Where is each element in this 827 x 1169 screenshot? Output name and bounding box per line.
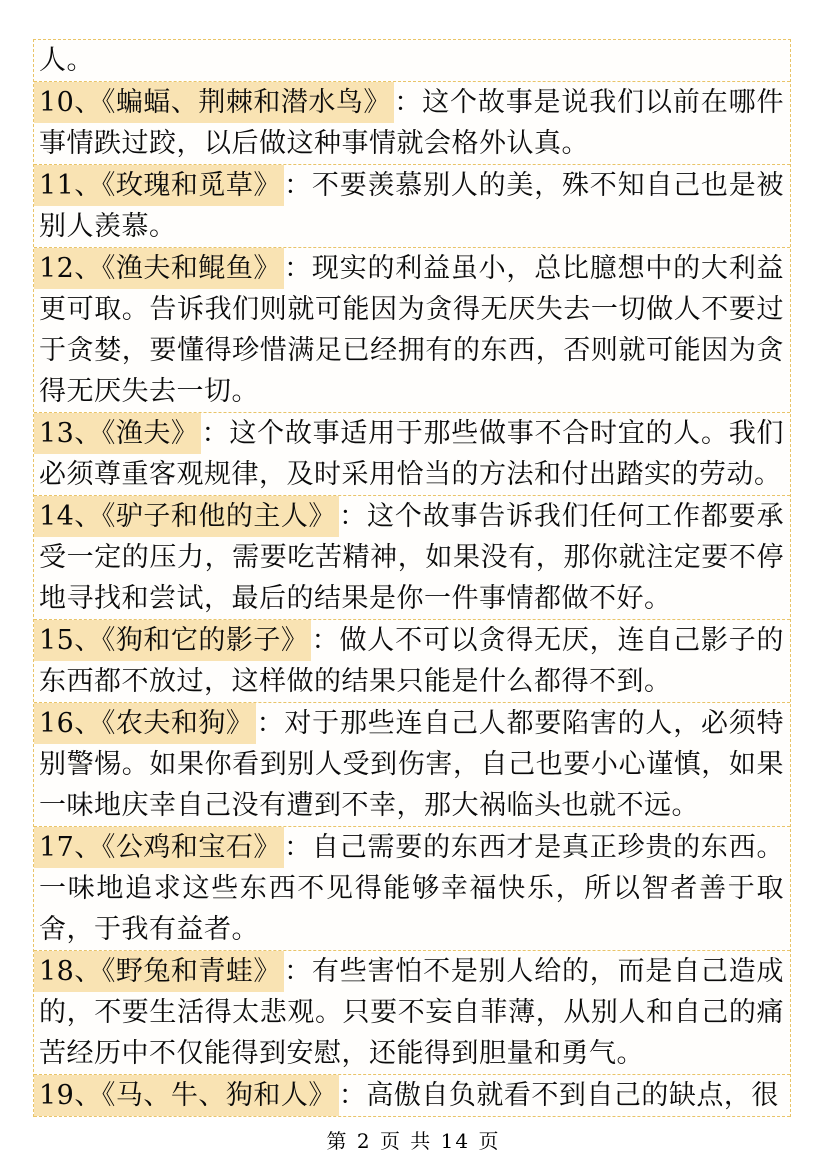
- fable-moral-text: ：对于那些连自己人都要陷害的人，必须特别警惕。如果你看到别人受到伤害，自己也要小心谨慎，如果一味地庆幸自己没有遭到不幸，那大祸临头也就不远。: [39, 708, 784, 821]
- fable-title-highlight: 10、《蝙蝠、荆棘和潜水鸟》: [34, 82, 394, 123]
- fable-item-row: [34, 1075, 790, 1117]
- fable-title-highlight: 14、《驴子和他的主人》: [34, 496, 339, 537]
- fable-table: [33, 39, 791, 1117]
- page-footer: [0, 1125, 827, 1154]
- fable-item-row: [34, 165, 790, 248]
- fable-title-highlight: 11、《玫瑰和觅草》: [34, 165, 284, 206]
- fable-moral-text: ：这个故事是说我们以前在哪件事情跌过跤，以后做这种事情就会格外认真。: [39, 87, 784, 159]
- continuation-text: 人。: [39, 45, 94, 76]
- fable-item-row: [34, 827, 790, 951]
- continuation-row: [34, 40, 790, 82]
- fable-item-row: [34, 413, 790, 496]
- fable-title-highlight: 18、《野兔和青蛙》: [34, 951, 284, 992]
- fable-item-row: [34, 248, 790, 413]
- fable-moral-text: ：这个故事告诉我们任何工作都要承受一定的压力，需要吃苦精神，如果没有，那你就注定要不停地寻找和尝试，最后的结果是你一件事情都做不好。: [39, 501, 784, 614]
- page-number-text: 第 2 页 共 14 页: [326, 1129, 501, 1153]
- fable-title-highlight: 17、《公鸡和宝石》: [34, 827, 284, 868]
- fable-item-row: [34, 82, 790, 165]
- fable-title-highlight: 12、《渔夫和鲲鱼》: [34, 248, 284, 289]
- fable-moral-text: ：做人不可以贪得无厌，连自己影子的东西都不放过，这样做的结果只能是什么都得不到。: [39, 625, 784, 697]
- fable-item-row: [34, 951, 790, 1075]
- fable-moral-text: ：不要羡慕别人的美，殊不知自己也是被别人羡慕。: [39, 170, 784, 242]
- fable-title-highlight: 16、《农夫和狗》: [34, 703, 256, 744]
- fable-title-highlight: 19、《马、牛、狗和人》: [34, 1075, 339, 1116]
- fable-title-highlight: 15、《狗和它的影子》: [34, 620, 311, 661]
- fable-moral-text: ：自己需要的东西才是真正珍贵的东西。一味地追求这些东西不见得能够幸福快乐，所以智者善于取舍，于我有益者。: [39, 832, 784, 945]
- fable-moral-text: ：这个故事适用于那些做事不合时宜的人。我们必须尊重客观规律，及时采用恰当的方法和付出踏实的劳动。: [39, 418, 784, 490]
- fable-item-row: [34, 620, 790, 703]
- fable-item-row: [34, 703, 790, 827]
- fable-moral-text: ：高傲自负就看不到自己的缺点，很: [338, 1080, 779, 1111]
- fable-item-row: [34, 496, 790, 620]
- fable-moral-text: ：有些害怕不是别人给的，而是自己造成的，不要生活得太悲观。只要不妄自菲薄，从别人和自己的痛苦经历中不仅能得到安慰，还能得到胆量和勇气。: [39, 956, 784, 1069]
- fable-title-highlight: 13、《渔夫》: [34, 413, 201, 454]
- fable-moral-text: ：现实的利益虽小，总比臆想中的大利益更可取。告诉我们则就可能因为贪得无厌失去一切做人不要过于贪婪，要懂得珍惜满足已经拥有的东西，否则就可能因为贪得无厌失去一切。: [39, 253, 784, 407]
